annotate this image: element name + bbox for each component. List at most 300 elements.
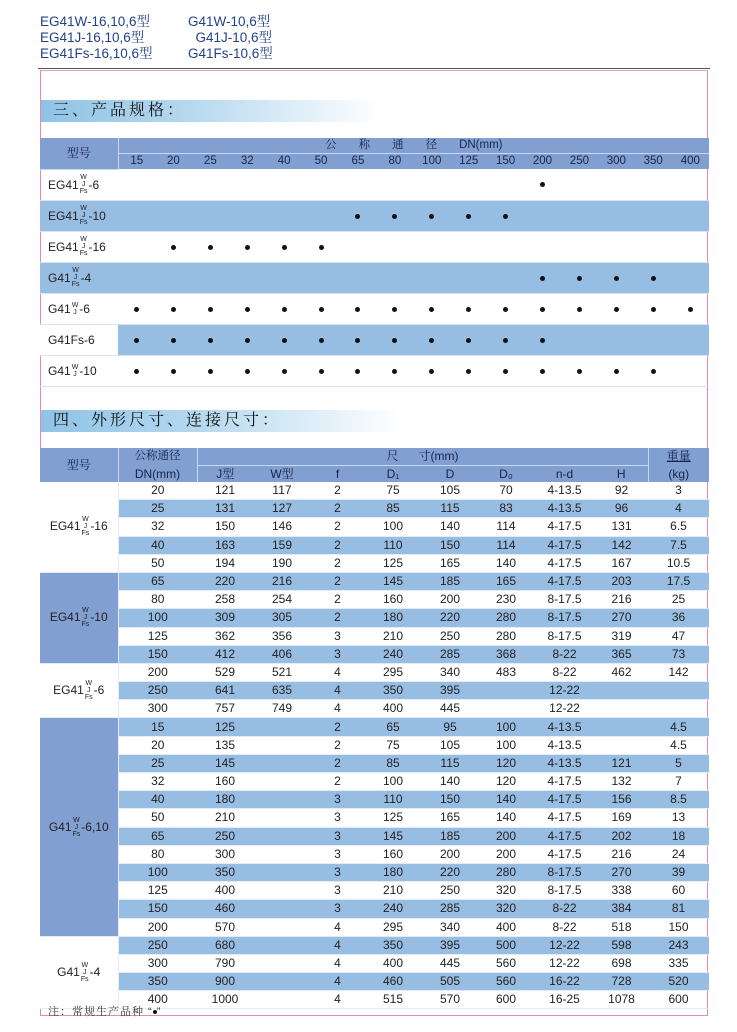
spec-cell [340, 169, 377, 200]
spec-cell [266, 169, 303, 200]
model-variant-stack [81, 962, 89, 983]
spec-cell [598, 200, 635, 231]
dim-cell: 3 [311, 791, 364, 809]
dim-cell: 100 [478, 736, 534, 754]
spec-cell [192, 231, 229, 262]
dim-cell: 6.5 [648, 518, 709, 536]
dim-row [40, 827, 709, 845]
dim-cell: 12-22 [534, 954, 595, 972]
dim-cell: 156 [595, 791, 648, 809]
model-variant: Fs [79, 250, 88, 257]
dim-cell: 220 [197, 572, 253, 590]
model-suffix: -16 [90, 519, 108, 534]
dim-weight-header-line2: (kg) [648, 466, 709, 483]
dim-cell: 445 [422, 700, 478, 718]
dn-column-header: 250 [561, 154, 598, 170]
dim-cell: 2 [311, 572, 364, 590]
model-variant: Fs [79, 219, 88, 226]
product-titles [40, 14, 273, 62]
model-variant: W [71, 363, 79, 371]
dim-column-header: D [422, 466, 478, 483]
spec-cell [303, 262, 340, 293]
dn-column-header: 65 [340, 154, 377, 170]
available-dot-icon [466, 338, 471, 343]
model-variant: J [83, 614, 88, 622]
dim-cell [478, 700, 534, 718]
available-dot-icon [319, 338, 324, 343]
dim-cell: 73 [648, 645, 709, 663]
dim-cell: 4 [311, 973, 364, 991]
dim-row [40, 918, 709, 936]
model-label [48, 205, 106, 226]
dim-cell: 125 [197, 718, 253, 736]
model-label [48, 302, 90, 316]
dim-cell: 65 [364, 718, 422, 736]
dim-cell: 210 [364, 627, 422, 645]
spec-cell [561, 200, 598, 231]
dim-cell [595, 700, 648, 718]
dim-cell: 319 [595, 627, 648, 645]
dim-cell [595, 736, 648, 754]
dim-cell [595, 718, 648, 736]
available-dot-icon [392, 338, 397, 343]
dim-cell: 200 [478, 845, 534, 863]
available-dot-icon [355, 214, 360, 219]
dim-cell: 132 [595, 773, 648, 791]
model-suffix: -6,10 [81, 819, 109, 834]
dim-cell: 4 [311, 918, 364, 936]
model-label [57, 962, 100, 983]
dim-cell: 3 [311, 900, 364, 918]
title-g41w: G41W-10,6型 [188, 14, 271, 29]
model-prefix: EG41 [48, 208, 79, 223]
available-dot-icon [134, 338, 139, 343]
dim-cell: 25 [648, 591, 709, 609]
dim-cell [253, 991, 311, 1009]
dim-cell: 529 [197, 663, 253, 681]
available-dot-icon [208, 338, 213, 343]
spec-model-cell [40, 293, 118, 324]
dim-cell: 518 [595, 918, 648, 936]
spec-cell [487, 324, 524, 355]
model-suffix: -16 [88, 239, 106, 254]
title-row [40, 30, 273, 46]
dim-cell: 285 [422, 900, 478, 918]
model-suffix: -10 [90, 610, 108, 625]
dim-cell: 295 [364, 663, 422, 681]
available-dot-icon [319, 307, 324, 312]
spec-model-cell [40, 200, 118, 231]
dim-cell: 240 [364, 900, 422, 918]
dim-cell: 216 [253, 572, 311, 590]
spec-cell [635, 262, 672, 293]
model-label [48, 364, 97, 378]
dim-cell: 250 [422, 882, 478, 900]
spec-cell [635, 355, 672, 386]
dim-row [40, 973, 709, 991]
spec-cell [672, 169, 709, 200]
model-variant-stack [80, 205, 88, 226]
footnote [48, 1003, 161, 1019]
spec-cell [229, 293, 266, 324]
spec-cell [266, 355, 303, 386]
spec-cell [303, 200, 340, 231]
dim-cell: 96 [595, 500, 648, 518]
dim-cell: 250 [197, 827, 253, 845]
spec-cell [450, 231, 487, 262]
dim-row [40, 572, 709, 590]
dim-row [40, 627, 709, 645]
spec-cell [266, 262, 303, 293]
dim-cell: 13 [648, 809, 709, 827]
model-prefix: EG41 [49, 519, 81, 534]
dimension-table [40, 448, 709, 1009]
dim-cell: 483 [478, 663, 534, 681]
dim-cell: 295 [364, 918, 422, 936]
spec-cell [598, 293, 635, 324]
dim-cell: 12-22 [534, 936, 595, 954]
dn-column-header: 80 [376, 154, 413, 170]
dim-cell: 400 [364, 700, 422, 718]
spec-cell [413, 293, 450, 324]
spec-cell [229, 231, 266, 262]
dim-model-cell [40, 482, 118, 572]
dim-cell: 8-17.5 [534, 609, 595, 627]
dim-column-header: D₁ [364, 466, 422, 483]
dim-cell: 24 [648, 845, 709, 863]
dim-cell: 400 [118, 991, 197, 1009]
spec-cell [487, 169, 524, 200]
dim-model-header: 型号 [40, 448, 118, 482]
spec-model-cell [40, 262, 118, 293]
available-dot-icon [503, 338, 508, 343]
dim-cell: 167 [595, 554, 648, 572]
model-label [48, 267, 91, 288]
dim-model-cell [40, 663, 118, 718]
dim-cell: 25 [118, 500, 197, 518]
dim-cell [253, 791, 311, 809]
available-dot-icon [208, 245, 213, 250]
available-dot-icon [282, 307, 287, 312]
spec-cell [450, 293, 487, 324]
spec-cell [340, 200, 377, 231]
dim-cell: 16-22 [534, 973, 595, 991]
model-variant: W [85, 680, 93, 688]
spec-table [40, 138, 709, 387]
top-divider [38, 68, 710, 69]
available-dot-icon [319, 245, 324, 250]
spec-cell [672, 355, 709, 386]
spec-cell [340, 355, 377, 386]
dim-cell [253, 809, 311, 827]
dim-cell: 635 [253, 682, 311, 700]
dim-cell: 300 [118, 700, 197, 718]
dim-cell: 4-13.5 [534, 500, 595, 518]
dim-cell: 2 [311, 609, 364, 627]
dim-cell: 3 [311, 863, 364, 881]
dn-column-header: 25 [192, 154, 229, 170]
spec-cell [118, 355, 155, 386]
model-variant: Fs [79, 188, 88, 195]
dim-cell: 250 [118, 682, 197, 700]
available-dot-icon [282, 338, 287, 343]
spec-cell [561, 231, 598, 262]
model-suffix: -10 [88, 208, 106, 223]
spec-cell [487, 262, 524, 293]
spec-dn-columns [40, 154, 709, 170]
dim-cell: 4-13.5 [534, 736, 595, 754]
dim-cell: 1078 [595, 991, 648, 1009]
spec-row [40, 293, 709, 324]
dim-cell: 7 [648, 773, 709, 791]
dim-cell: 114 [478, 518, 534, 536]
spec-cell [155, 200, 192, 231]
dim-cell: 200 [118, 663, 197, 681]
spec-model-cell [40, 355, 118, 386]
spec-cell [450, 262, 487, 293]
dim-cell: 570 [422, 991, 478, 1009]
dim-cell: 140 [478, 809, 534, 827]
available-dot-icon [355, 307, 360, 312]
available-dot-icon [503, 307, 508, 312]
dim-cell: 4.5 [648, 736, 709, 754]
dim-cell: 60 [648, 882, 709, 900]
dim-cell: 120 [478, 754, 534, 772]
model-variant: W [80, 205, 87, 212]
dim-cell: 356 [253, 627, 311, 645]
dim-cell: 131 [595, 518, 648, 536]
dn-header-word: 径 [425, 139, 438, 151]
dim-cell: 365 [595, 645, 648, 663]
dim-cell: 20 [118, 482, 197, 500]
spec-cell [340, 293, 377, 324]
model-variant: J [83, 523, 88, 531]
dim-cell: 2 [311, 718, 364, 736]
available-dot-icon [429, 214, 434, 219]
dim-cell: 121 [595, 754, 648, 772]
dim-cell: 8-17.5 [534, 627, 595, 645]
dim-cell: 159 [253, 536, 311, 554]
dim-cell: 2 [311, 518, 364, 536]
footnote-close-quote: ” [156, 1006, 162, 1018]
spec-cell [303, 324, 340, 355]
dim-cell: 240 [364, 645, 422, 663]
model-label [53, 680, 104, 701]
dim-row [40, 536, 709, 554]
available-dot-icon [171, 245, 176, 250]
dim-cell: 140 [422, 773, 478, 791]
model-label [50, 516, 108, 537]
dim-cell: 165 [422, 554, 478, 572]
dim-row [40, 591, 709, 609]
dim-column-header: n-d [534, 466, 595, 483]
available-dot-icon [577, 369, 582, 374]
dim-cell: 145 [364, 572, 422, 590]
section-heading-specs: 三、产品规格： [41, 100, 381, 122]
title-g41j: G41J-10,6型 [188, 30, 273, 45]
model-suffix: -6 [79, 301, 90, 316]
title-row [40, 46, 273, 62]
dim-cell: 150 [422, 791, 478, 809]
dim-cell: 570 [197, 918, 253, 936]
dim-cell: 115 [422, 500, 478, 518]
dim-cell: 2 [311, 754, 364, 772]
spec-model-cell [40, 169, 118, 200]
available-dot-icon [245, 338, 250, 343]
dim-cell: 4 [311, 954, 364, 972]
model-variant-stack [80, 174, 88, 195]
available-dot-icon [429, 369, 434, 374]
available-dot-icon [282, 245, 287, 250]
dn-column-header: 400 [672, 154, 709, 170]
dim-cell: 80 [118, 845, 197, 863]
spec-cell [672, 231, 709, 262]
available-dot-icon [392, 369, 397, 374]
spec-model-cell [40, 324, 118, 355]
dim-cell: 125 [364, 554, 422, 572]
dim-cell: 117 [253, 482, 311, 500]
model-variant: J [87, 687, 91, 695]
dim-cell: 127 [253, 500, 311, 518]
available-dot-icon [540, 182, 545, 187]
dim-cell: 135 [197, 736, 253, 754]
dim-cell: 350 [364, 936, 422, 954]
dim-model-cell [40, 718, 118, 936]
dim-model-cell [40, 936, 118, 1009]
spec-row [40, 169, 709, 200]
dim-cell: 8-17.5 [534, 863, 595, 881]
model-prefix: G41 [48, 270, 71, 285]
model-suffix: -6 [93, 683, 105, 698]
dim-cell: 4.5 [648, 718, 709, 736]
dim-cell: 300 [197, 845, 253, 863]
dim-row [40, 754, 709, 772]
dim-cell: 3 [311, 882, 364, 900]
spec-cell [340, 231, 377, 262]
spec-cell [229, 324, 266, 355]
spec-cell [155, 231, 192, 262]
dim-dn-header-line1: 公称通径 [118, 448, 197, 466]
model-suffix: -10 [79, 363, 97, 378]
spec-row [40, 200, 709, 231]
dim-cell: 320 [478, 900, 534, 918]
dim-cell [253, 736, 311, 754]
dim-cell: 270 [595, 609, 648, 627]
dim-cell: 285 [422, 645, 478, 663]
model-variant: Fs [71, 281, 80, 288]
model-variant: W [73, 816, 80, 824]
dim-row [40, 718, 709, 736]
dim-cell: 641 [197, 682, 253, 700]
spec-cell [487, 231, 524, 262]
dim-cell: 4 [311, 700, 364, 718]
model-prefix: G41 [48, 363, 71, 378]
dim-cell: 445 [422, 954, 478, 972]
spec-cell [118, 169, 155, 200]
dim-cell: 150 [648, 918, 709, 936]
spec-cell [635, 324, 672, 355]
dim-cell: 250 [118, 936, 197, 954]
available-dot-icon [171, 369, 176, 374]
model-variant-stack [72, 364, 79, 378]
dim-cell: 169 [595, 809, 648, 827]
spec-header-row [40, 138, 709, 154]
dim-column-header: f [311, 466, 364, 483]
dim-cell: 4-17.5 [534, 536, 595, 554]
dim-cell: 749 [253, 700, 311, 718]
spec-model-cell [40, 231, 118, 262]
dn-header-word: 称 [358, 139, 371, 151]
dim-cell: 12-22 [534, 700, 595, 718]
dim-cell: 100 [118, 863, 197, 881]
title-eg41j: EG41J-16,10,6型 [40, 30, 145, 45]
model-prefix: G41Fs-6 [48, 332, 95, 347]
dim-cell: 40 [118, 536, 197, 554]
dim-column-header: J型 [197, 466, 253, 483]
dim-cell: 300 [118, 954, 197, 972]
spec-cell [413, 262, 450, 293]
dim-cell: 100 [478, 718, 534, 736]
dim-cell: 243 [648, 936, 709, 954]
dn-header-word: DN(mm) [459, 139, 503, 151]
dim-size-group-header: 尺 寸(mm) [197, 448, 648, 466]
dim-cell: 114 [478, 536, 534, 554]
spec-cell [598, 355, 635, 386]
dim-cell: 250 [422, 627, 478, 645]
dim-cell: 85 [364, 754, 422, 772]
dim-cell: 95 [422, 718, 478, 736]
dim-cell: 105 [422, 482, 478, 500]
dim-cell: 80 [118, 591, 197, 609]
dim-cell: 3 [311, 645, 364, 663]
available-dot-icon [392, 307, 397, 312]
model-prefix: EG41 [53, 683, 84, 698]
dim-cell: 8-22 [534, 900, 595, 918]
spec-cell [672, 262, 709, 293]
model-variant-stack [82, 607, 90, 628]
dim-cell: 560 [478, 973, 534, 991]
spec-cell [413, 231, 450, 262]
dim-cell: 140 [478, 791, 534, 809]
spec-cell [155, 262, 192, 293]
dim-cell: 2 [311, 736, 364, 754]
dim-cell: 400 [364, 954, 422, 972]
dim-cell: 180 [197, 791, 253, 809]
spec-cell [450, 355, 487, 386]
spec-cell [635, 231, 672, 262]
dim-cell: 4-17.5 [534, 845, 595, 863]
dim-cell: 75 [364, 482, 422, 500]
dim-cell: 210 [364, 882, 422, 900]
spec-cell [229, 200, 266, 231]
dim-cell: 145 [364, 827, 422, 845]
dim-cell: 340 [422, 918, 478, 936]
dim-cell: 17.5 [648, 572, 709, 590]
section-heading-dimensions: 四、外形尺寸、连接尺寸： [41, 410, 401, 432]
model-variant: Fs [72, 830, 81, 838]
model-variant-stack [73, 817, 81, 838]
spec-cell [413, 169, 450, 200]
model-variant: J [81, 212, 86, 219]
dn-column-header: 350 [635, 154, 672, 170]
dim-cell: 216 [595, 591, 648, 609]
available-dot-icon [282, 369, 287, 374]
dim-cell: 220 [422, 863, 478, 881]
dim-cell: 350 [364, 682, 422, 700]
dim-row [40, 791, 709, 809]
available-dot-icon [614, 369, 619, 374]
dim-cell: 8-22 [534, 918, 595, 936]
